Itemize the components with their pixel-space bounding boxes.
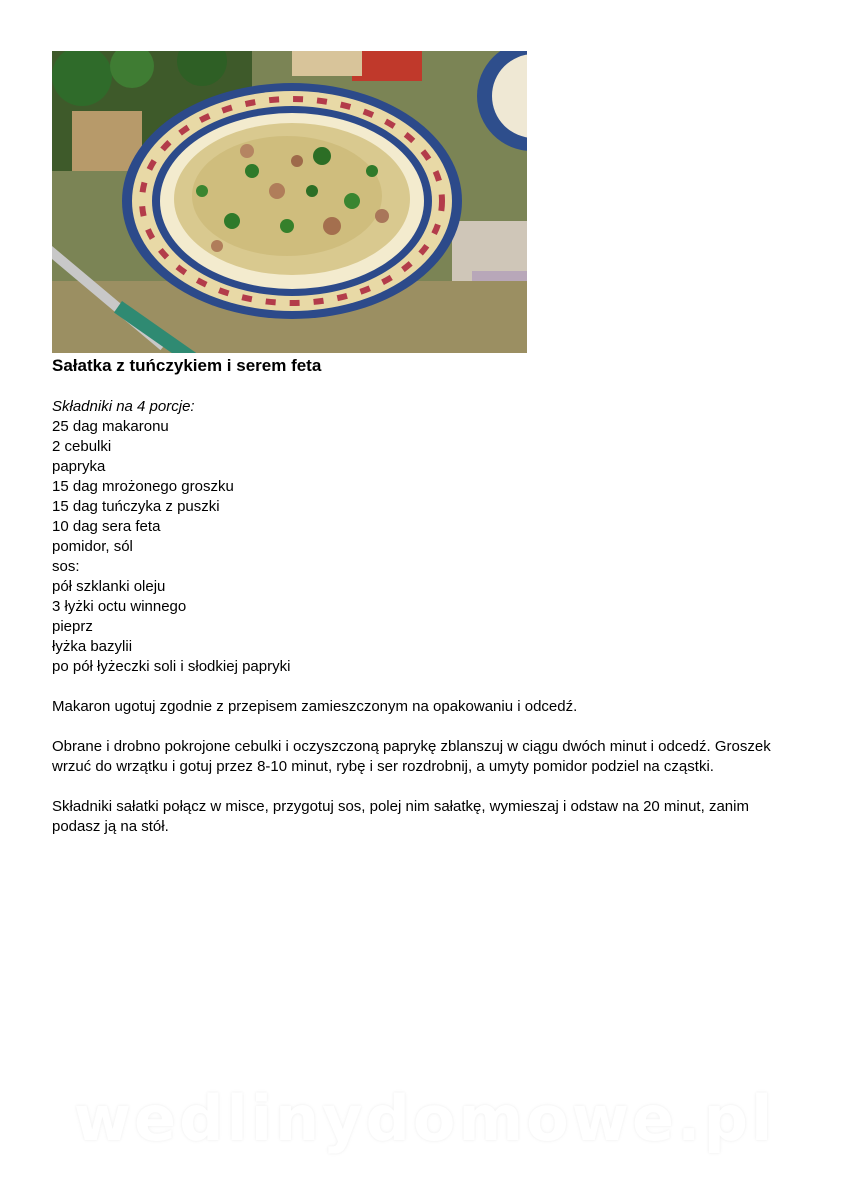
ingredient-item: po pół łyżeczki soli i słodkiej papryki [52, 658, 291, 675]
ingredient-item: papryka [52, 458, 106, 475]
ingredient-item: 25 dag makaronu [52, 418, 169, 435]
servings-label: Składniki na 4 porcje: [52, 398, 195, 415]
ingredient-item: pół szklanki oleju [52, 578, 166, 595]
ingredient-item: pieprz [52, 618, 93, 635]
ingredient-item: 3 łyżki octu winnego [52, 598, 187, 615]
ingredient-item: 2 cebulki [52, 438, 112, 455]
recipe-title: Sałatka z tuńczykiem i serem feta [52, 356, 322, 375]
ingredient-item: sos: [52, 558, 80, 575]
ingredient-item: 10 dag sera feta [52, 518, 161, 535]
recipe-photo [52, 51, 527, 353]
ingredient-item: 15 dag tuńczyka z puszki [52, 498, 220, 515]
recipe-body [52, 397, 772, 837]
site-watermark: wedlinydomowe.pl [73, 1082, 776, 1155]
instruction-step: Obrane i drobno pokrojone cebulki i oczyszczoną paprykę zblanszuj w ciągu dwóch minut i odcedź. Groszek wrzuć do wrzątku i gotuj przez 8-10 minut, rybę i ser rozdrobnij, a umyty pomidor podziel na cząstki. [52, 738, 771, 775]
ingredient-item: 15 dag mrożonego groszku [52, 478, 234, 495]
instruction-step: Składniki sałatki połącz w misce, przygotuj sos, polej nim sałatkę, wymieszaj i odstaw na 20 minut, zanim podasz ją na stół. [52, 798, 749, 835]
ingredient-item: pomidor, sól [52, 538, 133, 555]
ingredient-list [52, 417, 772, 677]
ingredient-item: łyżka bazylii [52, 638, 133, 655]
instruction-step: Makaron ugotuj zgodnie z przepisem zamieszczonym na opakowaniu i odcedź. [52, 698, 578, 715]
